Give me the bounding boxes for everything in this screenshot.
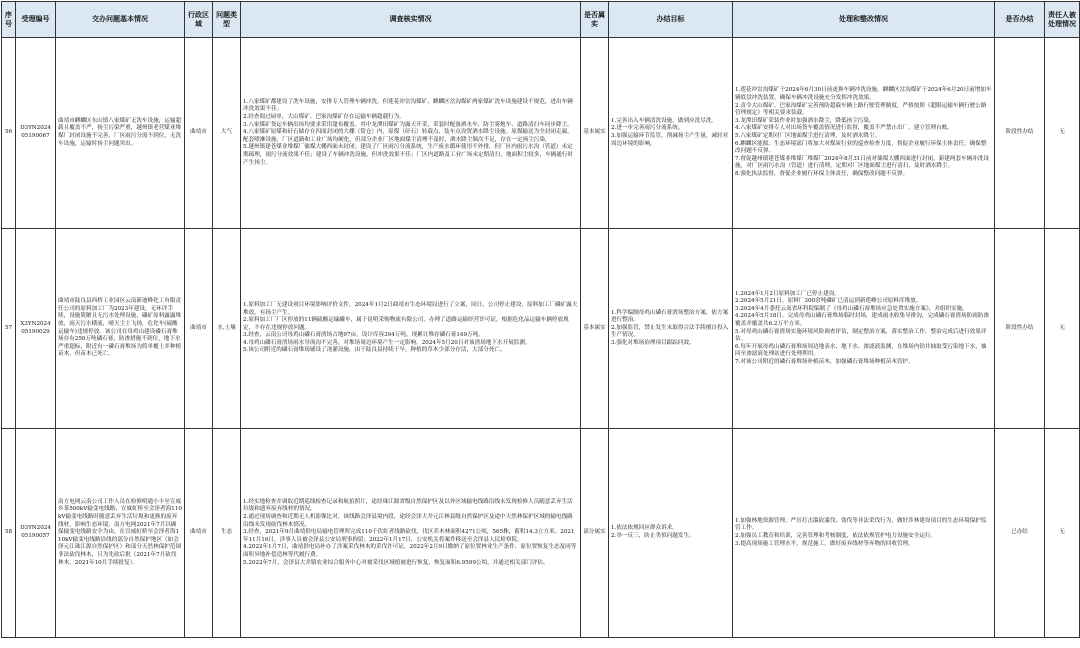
paragraph: 5.越州镇建苍煤业堆煤厂储煤大棚西面未封闭；建设了厂区雨污分流系统，生产废水循环使用不外排，但厂区内雨污水沟（管道）未定期疏理，雨污分流效果不佳；建设了车辆冲洗设施，但冲洗效果不佳；厂区内道路及工业广场未定期清扫，地面积尘较多，车辆通行时产生扬尘。 (243, 144, 574, 166)
paragraph: 3.经查，2021年9月曲靖供电局输电管理所完成110千伏虹者线路砍伐，伐区乔木林面积4271公顷，565株，蓄积14.3立方米。2021年11月16日，涉事人员被会泽县公安局刑事拘留；2022年1月17日，公安机关将案件移送至会泽县人民检察院。 (243, 529, 575, 543)
paragraph: 2.经查阅过磅单，大山煤矿、巴家沟煤矿存在运输车辆超载行为。 (243, 114, 405, 121)
table-row (2, 229, 1080, 429)
cell-issue: 曲靖市麒麟区东山镇八家煤矿无洗车设施，运输超载且覆盖不严，扬尘污染严重，越州镇老营煤业堆煤厂封闭设施不完善，厂区雨污分流不到位，无洗车设施，运输时扬尘问题突出。 (56, 38, 185, 229)
cell-type: 生态 (213, 429, 241, 638)
paragraph: 1.八家煤矿都建设了洗车设施，安排专人管理车辆冲洗，但莲花冲岔沟煤矿、麒麟区岔沟煤矿两家煤矿洗车设施建设不规范，进出车辆冲洗效果不佳。 (243, 98, 573, 113)
header-liable: 责任人被处理情况 (1045, 2, 1080, 38)
header-row (2, 2, 1080, 38)
paragraph: 4.八家煤矿安排专人对出场货车覆盖情况进行监督，覆盖不严禁止出厂，建立管理台账。 (735, 125, 953, 132)
cell-target (609, 38, 733, 229)
paragraph: 1.依法依规回应群众诉求。 (611, 525, 678, 532)
paragraph: 2.2024年5月21日，原料厂300余吨磷矿已清运到新莲峰公司原料库堆放。 (735, 298, 922, 305)
cell-id: D3YN2024 05190057 (16, 429, 56, 638)
cell-id: X3YN2024 05190029 (16, 229, 56, 429)
paragraph: 3.龙潭田煤矿采装作业时加强洒水降尘，降低扬尘污染。 (735, 117, 875, 124)
paragraph: 6.麒麟区能源、生态环境部门将加大对煤炭行业的巡查检查力度，督促企业履行环保主体责任，确保整改问题不反弹。 (735, 140, 987, 155)
paragraph: 2.举一反三，防止类似问题发生。 (611, 533, 695, 539)
paragraph: 1.加强林地资源管理，严厉打击滥砍滥伐、盗伐等非法采伐行为，做好涉林建设项目的生态环境保护监管工作。 (735, 517, 987, 532)
paragraph: 8.强化执法监督，督促企业履行环保主体责任，确保整改问题不反弹。 (735, 170, 909, 177)
cell-handling (733, 38, 995, 229)
cell-truth: 基本属实 (581, 229, 609, 429)
cell-done: 阶段性办结 (995, 38, 1045, 229)
header-handling: 处理和整改情况 (733, 2, 995, 38)
cell-investigation (241, 429, 581, 638)
paragraph: 5.对母鸡山磷石膏渣场实施环境风险调查评估，制定整治方案，落实整治工作，整治完成后进行效果评估。 (735, 328, 987, 343)
cell-liable: 无 (1045, 38, 1080, 229)
header-issue: 交办问题基本情况 (56, 2, 185, 38)
cell-type: 水,土壤 (213, 229, 241, 429)
paragraph: 4.2022年1月7日，曲靖供电局补办了涉案采伐林木的采伐许可证，2022年2月9日缴纳了原位置林业生产条件、原位置恢复生态及同等面积异地补偿造林等代履行费。 (243, 544, 577, 558)
paragraph: 3.提高现场施工管理水平，规范施工，做好废弃线材等弃物的回收管理。 (735, 540, 914, 547)
cell-truth: 基本属实 (581, 38, 609, 229)
paragraph: 3.加强运输环节监管，削减扬尘产生量，减轻对周边环境的影响。 (611, 133, 729, 147)
cell-investigation (241, 38, 581, 229)
cell-type: 大气 (213, 38, 241, 229)
paragraph: 1.2024年1月2日原料加工厂已停止建设。 (735, 290, 841, 297)
cell-target (609, 229, 733, 429)
header-truth: 是否属实 (581, 2, 609, 38)
paragraph: 2.加强监管，禁止发生未取得合法手续擅自投入生产情况。 (611, 324, 729, 339)
header-region: 行政区域 (185, 2, 213, 38)
paragraph: 5.该公司附近的磷石膏堆场铺设了浇灌设施，由于陆良县持续干旱，种植的草木少部分存活，大部分死亡。 (243, 347, 506, 354)
cell-truth: 部分属实 (581, 429, 609, 638)
cell-issue: 曲靖市陆良县西桥工业园区云南新迪峰化工有限责任公司的原料加工厂为2023年建设，无环评手续，设施简陋且无污水处理设施，磷矿原料露露堆放，雨天污水横流，晴天尘土飞扬，危化车(硫酸运输车)违规停放。该公司在母鸡山建设磷石膏堆场存有250万吨磷石膏，防渗措施不到位，地下水严重超标，附近有一磷石膏堆场为简单覆土并种植苗木，但苗木已死亡。 (56, 229, 185, 429)
cell-region: 曲靖市 (185, 429, 213, 638)
paragraph: 1.莲花冲岔沟煤矿于2024年6月30日前更换车辆冲洗设施，麒麟区岔沟煤矿于2024年6月20日前增加车辆底盘冲洗装置，确保车辆冲洗设施充分发挥冲洗效果。 (735, 87, 992, 102)
paragraph: 6.每年开展母鸡山磷石膏堆场周边地表水、地下水、渗滤液监测，在堆场内钻井抽取受污染地下水，抽回至渗滤液处理站进行处理利用。 (735, 343, 987, 358)
paragraph: 5.八家煤矿定期对厂区地面煤尘进行清理，及时洒水降尘。 (735, 133, 881, 139)
header-id: 受理编号 (16, 2, 56, 38)
cell-liable: 无 (1045, 229, 1080, 429)
cell-done: 阶段性办结 (995, 229, 1045, 429)
paragraph: 4.2024年5月18日，完成母鸡山磷石膏堆场临时封场，建成雨水收集导排沟，完成磷石膏渣场防雨防渗覆盖并覆盖共6.2万平方米。 (735, 313, 990, 327)
paragraph: 3.经查，云南公司母鸡山磷石膏渣场占地97亩，设计库容394万吨，现累计堆存磷石膏149万吨。 (243, 332, 484, 339)
cell-target (609, 429, 733, 638)
paragraph: 1.原料加工厂无建设项目环境影响评价文件，2024年1月2日曲靖市生态环境局进行了立案，同日，公司停止建设，原料加工厂磷矿露天堆放，有扬尘产生。 (243, 301, 578, 316)
paragraph: 3.2024年4月委托云南省环科院编制了《母鸡山磷石膏堆场应急处置实施方案》，并组织实施。 (735, 305, 968, 312)
paragraph: 2.通过现场调查和近期无人机影像比对，该线路会泽县境内段，途经会泽大井元江林县级自然保护区及途中天然林保护区域的输电线路沿线未发现砍伐林木情况。 (243, 514, 573, 528)
cell-handling (733, 229, 995, 429)
paragraph: 7.督促越州镇建苍煤业堆煤厂堆煤厂2024年8月31日前对储煤大棚西面进行封闭，新建两套车辆冲洗设施，对厂区雨污水沟（管道）进行清理，定期对厂区地面煤尘进行清扫，及时洒水降尘。 (735, 155, 990, 170)
paragraph: 4.八家煤矿原煤和矸石储存在四面封闭的大棚（筒仓）内，原煤（矸石）转载点、装车点设置洒水降尘设施。原煤输送为全封闭走廊，配套喷淋设施，厂区道路和工业广场均硬化，但部分企业厂区地面煤尘清理不及时，洒水降尘频次不足，存在一定扬尘污染。 (243, 129, 573, 143)
cell-issue: 南方电网云南公司工作人员在检修明通小丰至宣威乡茶500kV输变电线路、宣威虹桥至会泽者海110kV输变电线路时随意丢弃生活垃圾和更换的废弃线材，影响生态环境。南方电网2021年7月以确保输变电线路安全为由，在宣威虹桥至会泽者海110kV输变电线路沿线的部分自然保护地区（如会泽元江珠江源自然保护区）和部分天然林保护范围非法砍伐林木，且为先砍后批（2021年7月砍伐林木，2021年10月手续批复）。 (56, 429, 185, 638)
cell-id: D3YN2024 05190067 (16, 38, 56, 229)
paragraph: 3.强化对堆场治理项目跟踪问效。 (611, 339, 695, 346)
header-type: 问题类型 (213, 2, 241, 38)
cell-region: 曲靖市 (185, 38, 213, 229)
cell-liable: 无 (1045, 429, 1080, 638)
header-no: 序号 (2, 2, 16, 38)
paragraph: 1.科学编制母鸡山磷石膏渣场整治方案，依方案进行整治。 (611, 309, 729, 324)
paragraph: 5.2022年7月，会泽县大井镇农业综合服务中心对被采伐区域植被进行恢复，恢复面积6.9599公顷，并通过相关部门评估。 (243, 559, 549, 566)
paragraph: 3.八家煤矿货运车辆出场均要求采用篷布覆盖。其中龙潭田煤矿为露天开采，采装时配备洒水车、防尘雾炮车、道路清扫车同步降尘。 (243, 121, 573, 128)
paragraph: 2.责令大山煤矿、巴家沟煤矿完善预防超载车辆上路行驶管理制度，严格按照《超限运输车辆行驶公路管理规定》等相关要求装载。 (735, 102, 987, 117)
paragraph: 4.母鸡山磷石膏渣场雨水导流沟不完善，对堆场周边环境产生一定影响。2024年5月20日对该渣场地下水开展监测。 (243, 339, 531, 346)
header-investigation: 调查核实情况 (241, 2, 581, 38)
cell-no: 57 (2, 229, 16, 429)
cell-region: 曲靖市 (185, 229, 213, 429)
header-target: 办结目标 (609, 2, 733, 38)
paragraph: 7.对该公司附近的磷石膏堆场补植苗木，加强磷石膏堆场种植苗木管护。 (735, 358, 914, 365)
paragraph: 2.原料加工厂厂区停放的11辆硫酸运输罐车，属于昆明采购物流有限公司，办理了道路运输经营许可证，根据危化品运输车辆停放规定，不存在违规停放问题。 (243, 317, 569, 331)
paragraph: 1.经实地检查并调取近期巡线检查记录和航拍照片，途经珠江源省级自然保护区及以外区域输电线路沿线未发现检修人员随意丢弃生活垃圾和遗弃废弃线材的情况。 (243, 498, 573, 513)
paragraph: 2.加强员工教育和培训，完善管理和考核制度，依法依规管护电力设施安全运行。 (735, 533, 937, 539)
cell-done: 已办结 (995, 429, 1045, 638)
table-row (2, 38, 1080, 229)
cell-no: 56 (2, 38, 16, 229)
table-row (2, 429, 1080, 638)
cell-investigation (241, 229, 581, 429)
cell-handling (733, 429, 995, 638)
paragraph: 2.进一步完善雨污分流系统。 (611, 125, 684, 132)
header-done: 是否办结 (995, 2, 1045, 38)
case-table (1, 1, 1080, 638)
cell-no: 58 (2, 429, 16, 638)
paragraph: 1.完善出入车辆清洗设施，做到应洗尽洗。 (611, 117, 718, 124)
